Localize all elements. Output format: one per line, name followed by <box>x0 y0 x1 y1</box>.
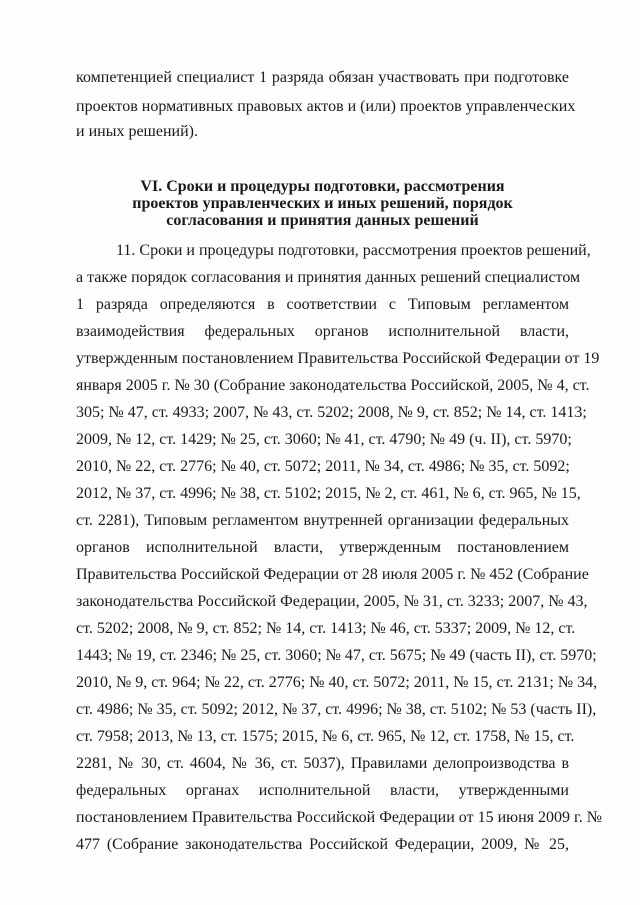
paragraph-line: Правительства Российской Федерации от 28 июля 2005 г. № 452 (Собрание <box>76 566 589 583</box>
paragraph-line: 2010, № 22, ст. 2776; № 40, ст. 5072; 2011, № 34, ст. 4986; № 35, ст. 5092; <box>76 458 570 475</box>
paragraph-line: 2012, № 37, ст. 4996; № 38, ст. 5102; 2015, № 2, ст. 461, № 6, ст. 965, № 15, <box>76 485 581 502</box>
paragraph-line: постановлением Правительства Российской Федерации от 15 июня 2009 г. № <box>76 809 603 826</box>
paragraph-line: органов исполнительной власти, утвержденным постановлением <box>76 539 569 556</box>
section-heading: VI. Сроки и процедуры подготовки, рассмотрения <box>140 178 505 195</box>
paragraph-line: ст. 4986; № 35, ст. 5092; 2012, № 37, ст. 4996; № 38, ст. 5102; № 53 (часть II), <box>76 701 597 718</box>
section-heading: согласования и принятия данных решений <box>166 212 479 229</box>
paragraph-line: 2281, № 30, ст. 4604, № 36, ст. 5037), Правилами делопроизводства в <box>76 755 569 772</box>
paragraph-line: 2010, № 9, ст. 964; № 22, ст. 2776; № 40, ст. 5072; 2011, № 15, ст. 2131; № 34, <box>76 674 598 691</box>
paragraph-line: ст. 5202; 2008, № 9, ст. 852; № 14, ст. 1413; № 46, ст. 5337; 2009, № 12, ст. <box>76 620 576 637</box>
paragraph-line: взаимодействия федеральных органов исполнительной власти, <box>76 323 569 340</box>
paragraph-line: ст. 2281), Типовым регламентом внутренней организации федеральных <box>76 512 569 529</box>
paragraph-line: 477 (Собрание законодательства Российской Федерации, 2009, № 25, <box>76 836 569 853</box>
paragraph-line: 1 разряда определяются в соответствии с Типовым регламентом <box>76 296 569 313</box>
intro-line: компетенцией специалист 1 разряда обязан участвовать при подготовке <box>76 69 569 86</box>
paragraph-line: ст. 7958; 2013, № 13, ст. 1575; 2015, № 6, ст. 965, № 12, ст. 1758, № 15, ст. <box>76 728 575 745</box>
paragraph-line: 11. Сроки и процедуры подготовки, рассмотрения проектов решений, <box>116 242 591 259</box>
paragraph-line: утвержденным постановлением Правительства Российской Федерации от 19 <box>76 350 600 367</box>
intro-line: проектов нормативных правовых актов и (или) проектов управленческих <box>76 98 576 115</box>
section-heading: проектов управленческих и иных решений, порядок <box>132 195 513 212</box>
paragraph-line: законодательства Российской Федерации, 2005, № 31, ст. 3233; 2007, № 43, <box>76 593 588 610</box>
intro-line: и иных решений). <box>76 123 198 140</box>
paragraph-line: января 2005 г. № 30 (Собрание законодательства Российской, 2005, № 4, ст. <box>76 377 590 394</box>
paragraph-line: федеральных органах исполнительной власти, утвержденными <box>76 782 569 799</box>
paragraph-line: 305; № 47, ст. 4933; 2007, № 43, ст. 5202; 2008, № 9, ст. 852; № 14, ст. 1413; <box>76 404 587 421</box>
paragraph-line: а также порядок согласования и принятия данных решений специалистом <box>76 269 581 286</box>
paragraph-line: 2009, № 12, ст. 1429; № 25, ст. 3060; № 41, ст. 4790; № 49 (ч. II), ст. 5970; <box>76 431 572 448</box>
paragraph-line: 1443; № 19, ст. 2346; № 25, ст. 3060; № 47, ст. 5675; № 49 (часть II), ст. 5970; <box>76 647 597 664</box>
